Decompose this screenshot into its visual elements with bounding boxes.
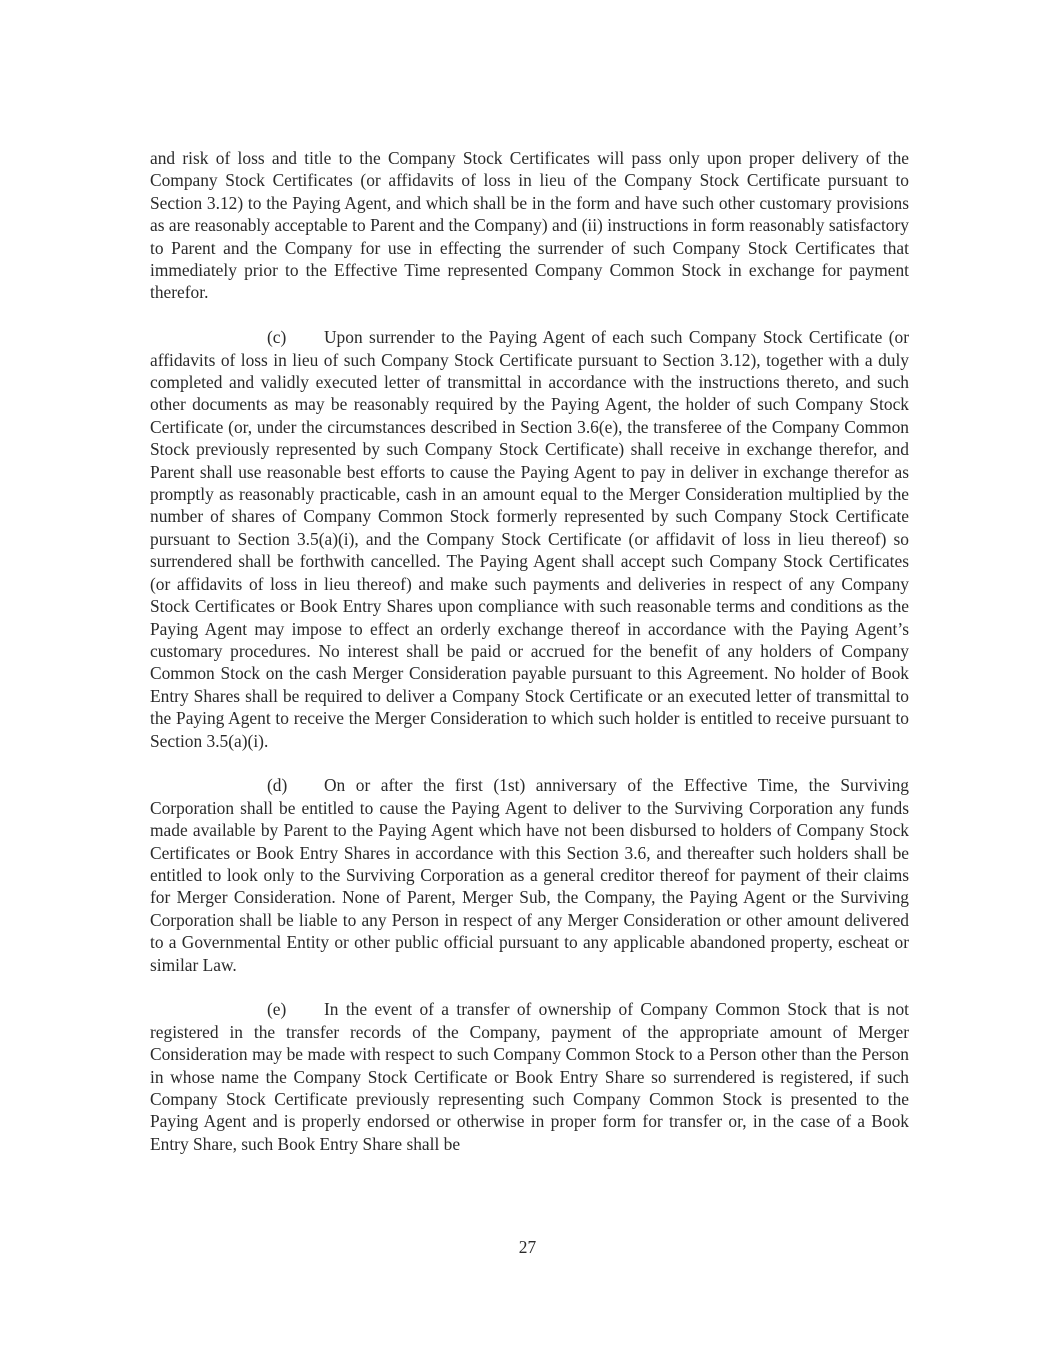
paragraph-continuation (150, 147, 909, 304)
paragraph-label: (e) (267, 999, 287, 1020)
paragraph-text: In the event of a transfer of ownership of Company Common Stock that is not registered in the transfer records of the Company, payment of the appropriate amount of Merger Consideration may be made with respect to such Company Common Stock to a Person other than the Person in whose name the Company Stock Certificate or Book Entry Share so surrendered is registered, if such Company Stock Certificate previously representing such Company Common Stock is presented to the Paying Agent and is properly endorsed or otherwise in proper form for transfer or, in the case of a Book Entry Share, such Book Entry Share shall be (150, 999, 909, 1154)
paragraph-text: and risk of loss and title to the Company Stock Certificates will pass only upon proper delivery of the Company Stock Certificates (or affidavits of loss in lieu of the Company Stock Certificate pursuant to Section 3.12) to the Paying Agent, and which shall be in the form and have such other customary provisions as are reasonably acceptable to Parent and the Company) and (ii) instructions in form reasonably satisfactory to Parent and the Company for use in effecting the surrender of such Company Stock Certificates that immediately prior to the Effective Time represented Company Common Stock in exchange for payment therefor. (150, 148, 909, 303)
paragraph-e (150, 998, 909, 1155)
paragraph-c (150, 326, 909, 752)
page-number: 27 (518, 1237, 537, 1257)
paragraph-text: On or after the first (1st) anniversary of the Effective Time, the Surviving Corporation shall be entitled to cause the Paying Agent to deliver to the Surviving Corporation any funds made available by Parent to the Paying Agent which have not been disbursed to holders of Company Stock Certificates or Book Entry Shares in accordance with this Section 3.6, and thereafter such holders shall be entitled to look only to the Surviving Corporation as a general creditor thereof for payment of their claims for Merger Consideration. None of Parent, Merger Sub, the Company, the Paying Agent or the Surviving Corporation shall be liable to any Person in respect of any Merger Consideration or other amount delivered to a Governmental Entity or other public official pursuant to any applicable abandoned property, escheat or similar Law. (150, 775, 909, 975)
paragraph-label: (c) (267, 327, 287, 348)
paragraph-label: (d) (267, 775, 288, 796)
paragraph-d (150, 774, 909, 976)
document-body (150, 147, 909, 1178)
paragraph-text: Upon surrender to the Paying Agent of each such Company Stock Certificate (or affidavits of loss in lieu of such Company Stock Certificate pursuant to Section 3.12), together with a duly completed and validly executed letter of transmittal in accordance with the instructions thereto, and such other documents as may be reasonably required by the Paying Agent, the holder of such Company Stock Certificate (or, under the circumstances described in Section 3.6(e), the transferee of the Company Common Stock previously represented by such Company Stock Certificate) shall receive in exchange therefor, and Parent shall use reasonable best efforts to cause the Paying Agent to pay in deliver in exchange therefor as promptly as reasonably practicable, cash in an amount equal to the Merger Consideration multiplied by the number of shares of Company Common Stock formerly represented by such Company Stock Certificate pursuant to Section 3.5(a)(i), and the Company Stock Certificate (or affidavit of loss in lieu thereof) so surrendered shall be forthwith cancelled. The Paying Agent shall accept such Company Stock Certificates (or affidavits of loss in lieu thereof) and make such payments and deliveries in respect of any Company Stock Certificates or Book Entry Shares upon compliance with such reasonable terms and conditions as the Paying Agent may impose to effect an orderly exchange thereof in accordance with the Paying Agent’s customary procedures. No interest shall be paid or accrued for the benefit of any holders of Company Common Stock on the cash Merger Consideration payable pursuant to this Agreement. No holder of Book Entry Shares shall be required to deliver a Company Stock Certificate or an executed letter of transmittal to the Paying Agent to receive the Merger Consideration to which such holder is entitled to receive pursuant to Section 3.5(a)(i). (150, 327, 909, 751)
